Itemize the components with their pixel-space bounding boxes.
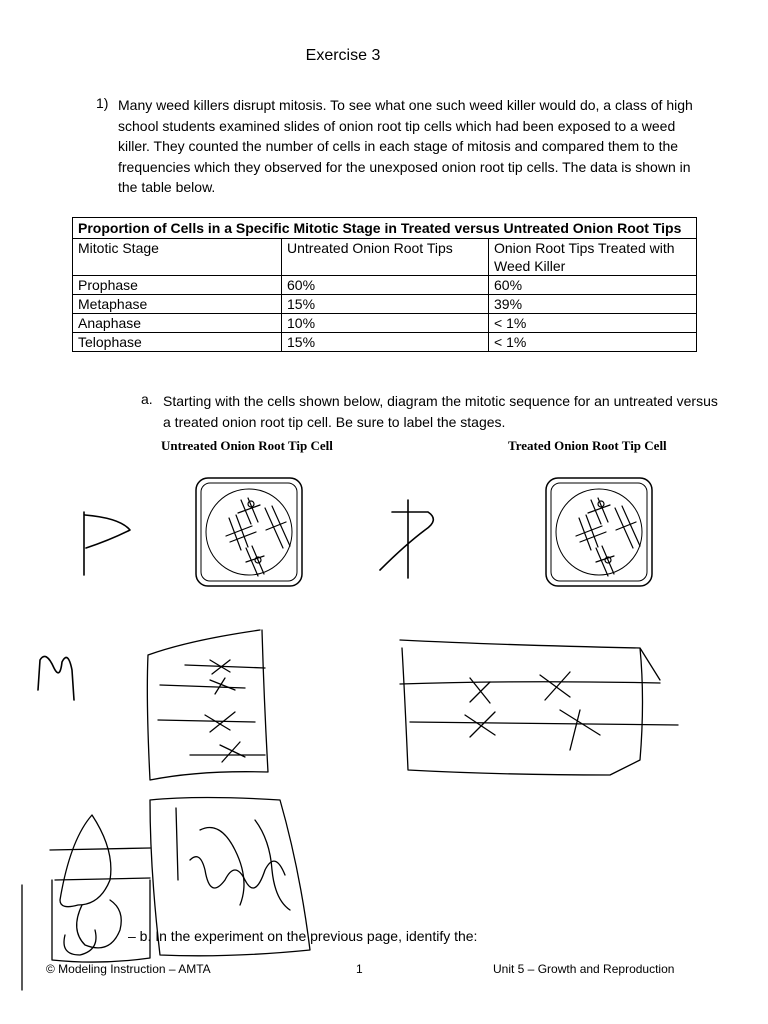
question-text: Many weed killers disrupt mitosis. To see what one such weed killer would do, a class of high school students examined slides of onion root tip cells which had been exposed to a weed killer. They counted the number of cells in each stage of mitosis and compared them to the frequencies which they observed for the unexposed onion root tip cells. The data is shown in the table below.	[118, 97, 693, 195]
table-cell: 10%	[282, 314, 489, 333]
untreated-cell-diagram	[196, 478, 302, 586]
handwritten-m	[38, 656, 74, 700]
treated-cell-diagram	[546, 478, 652, 586]
part-a-label: a.	[141, 391, 153, 407]
table-cell: < 1%	[489, 333, 697, 352]
table-cell: 39%	[489, 295, 697, 314]
table-cell: Metaphase	[73, 295, 282, 314]
untreated-metaphase-sketch	[147, 630, 268, 780]
table-cell: Prophase	[73, 276, 282, 295]
untreated-cell-header: Untreated Onion Root Tip Cell	[161, 438, 333, 453]
table-cell: < 1%	[489, 314, 697, 333]
part-b-text: – b. In the experiment on the previous page, identify the:	[128, 928, 478, 944]
treated-metaphase-sketch	[400, 640, 678, 775]
treated-cell-header: Treated Onion Root Tip Cell	[508, 438, 667, 453]
table-header-cell: Mitotic Stage	[73, 239, 282, 276]
table-cell: 15%	[282, 333, 489, 352]
table-cell: 60%	[489, 276, 697, 295]
footer-unit: Unit 5 – Growth and Reproduction	[493, 962, 675, 976]
table-cell: 60%	[282, 276, 489, 295]
table-header-cell: Onion Root Tips Treated with Weed Killer	[489, 239, 697, 276]
page-title: Exercise 3	[305, 47, 381, 64]
handwritten-p-right	[380, 500, 433, 578]
table-cell: 15%	[282, 295, 489, 314]
part-a-text: Starting with the cells shown below, diagram the mitotic sequence for an untreated versus a treated onion root tip cell. Be sure to label the stages.	[163, 393, 718, 430]
table-header-cell: Untreated Onion Root Tips	[282, 239, 489, 276]
table-cell: Anaphase	[73, 314, 282, 333]
table-cell: Telophase	[73, 333, 282, 352]
table-caption: Proportion of Cells in a Specific Mitotic Stage in Treated versus Untreated Onion Root Tips	[73, 218, 697, 239]
footer-copyright: © Modeling Instruction – AMTA	[46, 962, 211, 976]
question-number: 1)	[96, 95, 109, 111]
footer-page-number: 1	[356, 962, 363, 976]
handwritten-p-left	[84, 512, 130, 575]
